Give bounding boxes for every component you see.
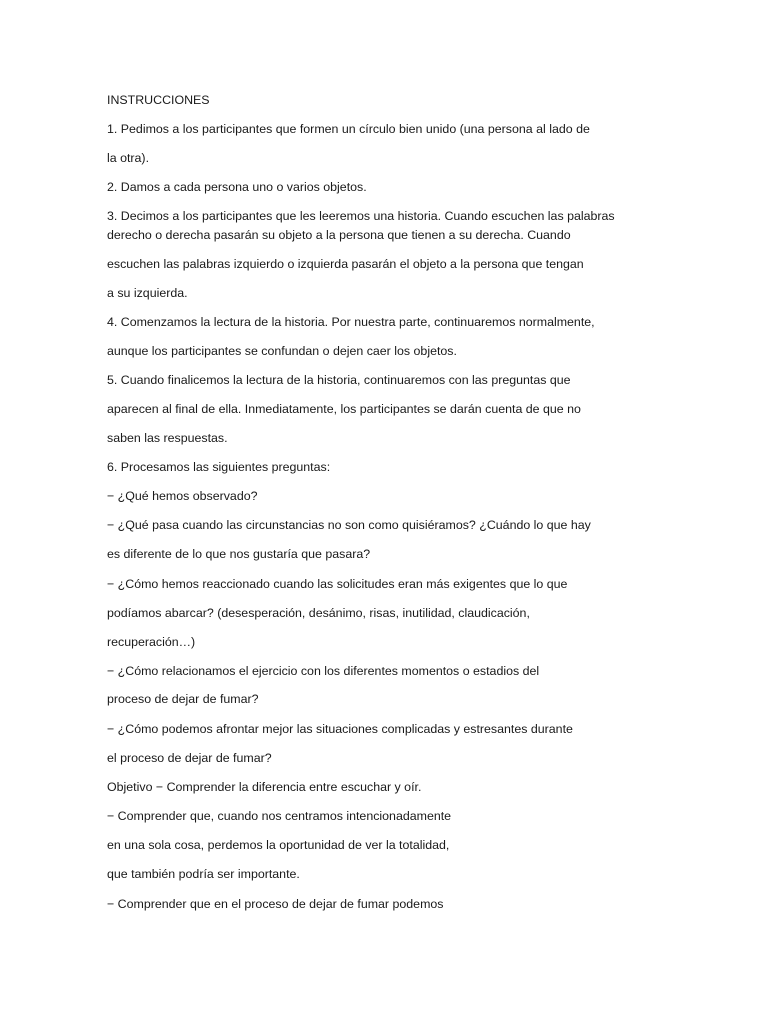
text-line: 2. Damos a cada persona uno o varios objetos. (107, 180, 367, 194)
text-line: proceso de dejar de fumar? (107, 692, 259, 706)
text-line: 6. Procesamos las siguientes preguntas: (107, 460, 331, 474)
text-line: saben las respuestas. (107, 431, 228, 445)
text-line: escuchen las palabras izquierdo o izquierda pasarán el objeto a la persona que tengan (107, 257, 584, 271)
text-line: aparecen al final de ella. Inmediatamente, los participantes se darán cuenta de que no (107, 402, 581, 416)
text-line: Objetivo − Comprender la diferencia entre escuchar y oír. (107, 780, 422, 794)
heading-instrucciones: INSTRUCCIONES (107, 93, 210, 107)
text-line: 3. Decimos a los participantes que les leeremos una historia. Cuando escuchen las palabras (107, 209, 615, 223)
text-line: aunque los participantes se confundan o dejen caer los objetos. (107, 344, 457, 358)
text-line: a su izquierda. (107, 286, 188, 300)
text-line: en una sola cosa, perdemos la oportunidad de ver la totalidad, (107, 838, 450, 852)
text-line: la otra). (107, 151, 150, 165)
text-line: − ¿Qué hemos observado? (107, 489, 258, 503)
text-line: derecho o derecha pasarán su objeto a la persona que tienen a su derecha. Cuando (107, 228, 571, 242)
text-line: que también podría ser importante. (107, 867, 300, 881)
text-line: − ¿Cómo hemos reaccionado cuando las solicitudes eran más exigentes que lo que (107, 577, 568, 591)
text-line: el proceso de dejar de fumar? (107, 751, 272, 765)
text-line: podíamos abarcar? (desesperación, desánimo, risas, inutilidad, claudicación, (107, 606, 530, 620)
text-line: recuperación…) (107, 635, 196, 649)
text-line: − ¿Cómo relacionamos el ejercicio con los diferentes momentos o estadios del (107, 664, 540, 678)
text-line: − ¿Cómo podemos afrontar mejor las situaciones complicadas y estresantes durante (107, 722, 573, 736)
text-line: 4. Comenzamos la lectura de la historia. Por nuestra parte, continuaremos normalmente, (107, 315, 595, 329)
text-line: − ¿Qué pasa cuando las circunstancias no son como quisiéramos? ¿Cuándo lo que hay (107, 518, 591, 532)
text-line: es diferente de lo que nos gustaría que pasara? (107, 547, 371, 561)
text-line: − Comprender que en el proceso de dejar de fumar podemos (107, 897, 444, 911)
text-line: 5. Cuando finalicemos la lectura de la historia, continuaremos con las preguntas que (107, 373, 571, 387)
text-line: − Comprender que, cuando nos centramos intencionadamente (107, 809, 452, 823)
text-line: 1. Pedimos a los participantes que formen un círculo bien unido (una persona al lado de (107, 122, 590, 136)
